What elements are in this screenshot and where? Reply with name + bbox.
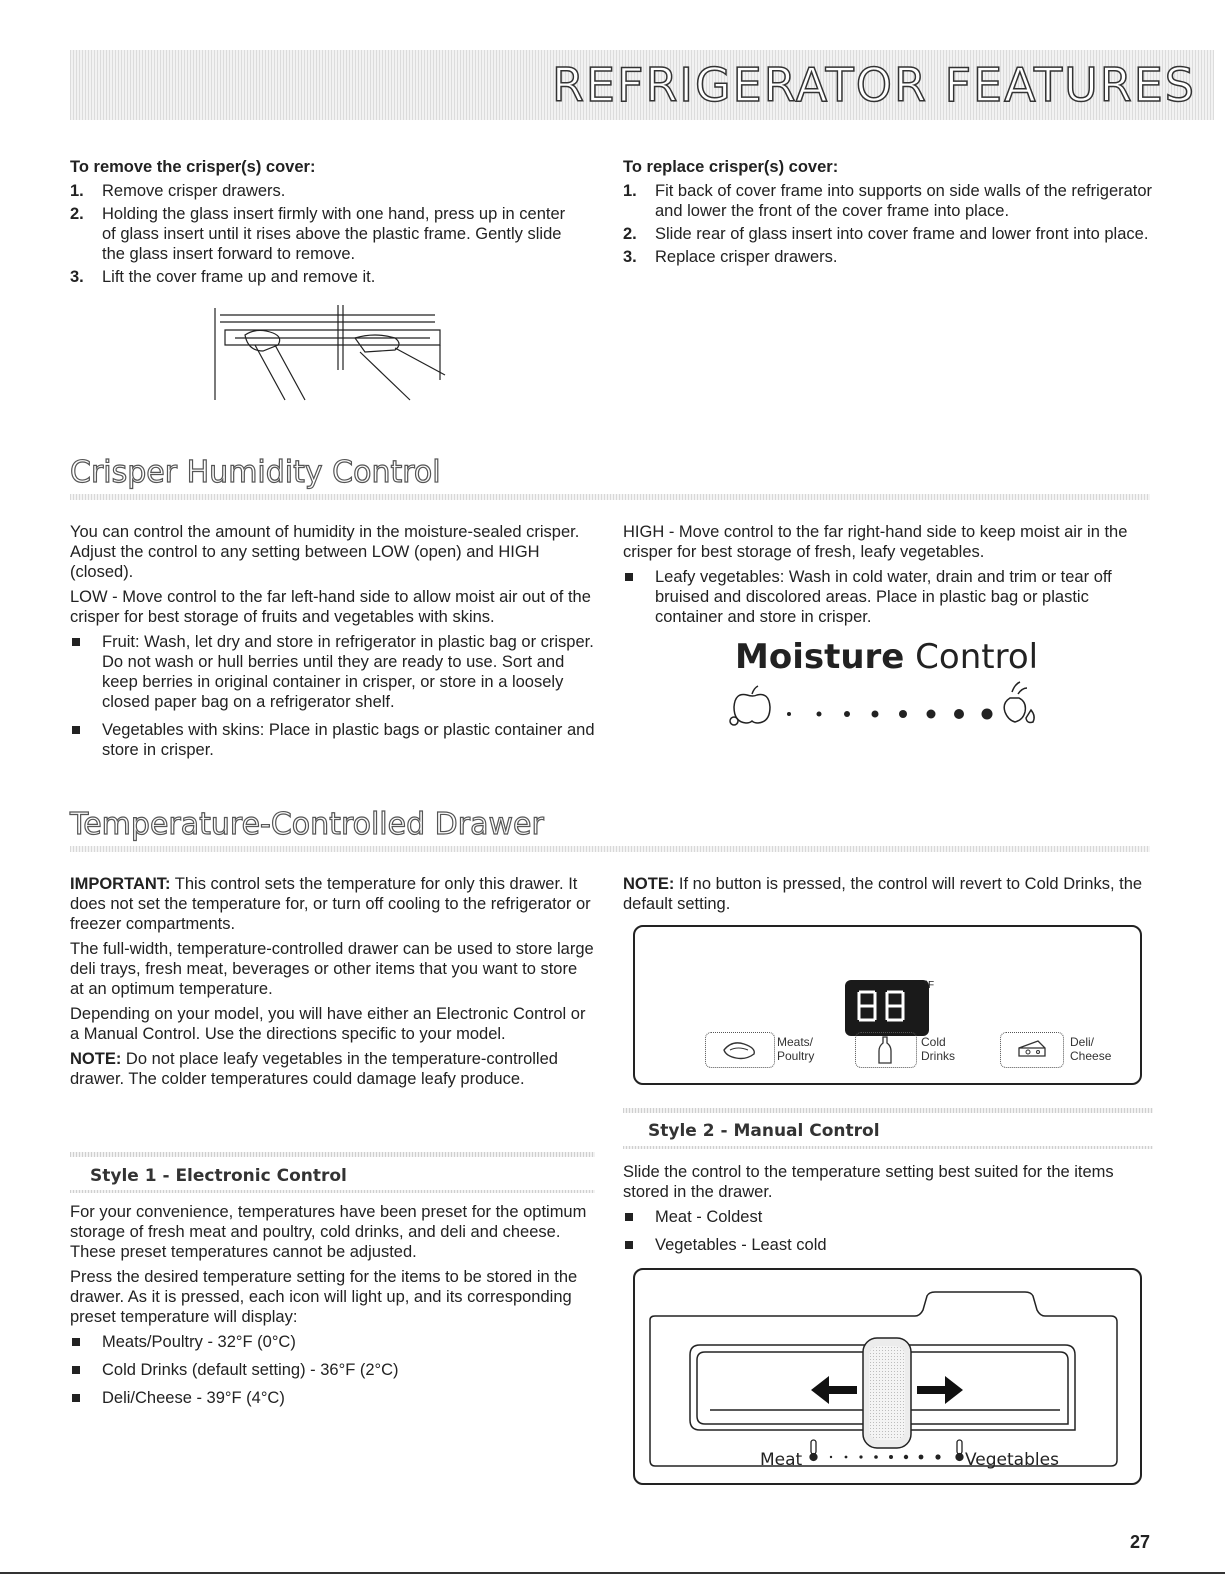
list-item: Deli/Cheese - 39°F (4°C)	[70, 1388, 595, 1408]
list-item	[70, 181, 570, 201]
remove-cover-heading: To remove the crisper(s) cover:	[70, 158, 316, 176]
important-text: This control sets the temperature for only this drawer. It does not set the temperature for, or turn off cooling to the refrigerator or freezer compartments.	[70, 875, 591, 933]
list-item: Vegetables - Least cold	[623, 1235, 1153, 1255]
section-divider	[70, 494, 1150, 500]
step-number: 3.	[70, 268, 84, 286]
moisture-control-label	[735, 637, 1038, 677]
list-item	[623, 224, 1153, 244]
display-unit: °F	[924, 980, 935, 991]
section-divider	[70, 846, 1150, 852]
manual-slider-illustration	[645, 1290, 1125, 1475]
temperature-display	[845, 980, 935, 1040]
style1-paragraph: Press the desired temperature setting for the items to be stored in the drawer. As it is pressed, each icon will light up, and its corresponding preset temperature will display:	[70, 1268, 578, 1326]
subsection-divider	[70, 1190, 595, 1193]
drawer-section-title: Temperature-Controlled Drawer	[70, 807, 544, 842]
list-item: Vegetables with skins: Place in plastic bags or plastic container and store in crisper.	[70, 720, 595, 760]
thermometer-cold-icon	[810, 1440, 817, 1461]
step-number: 2.	[623, 225, 637, 243]
list-item: Fruit: Wash, let dry and store in refrigerator in plastic bag or crisper. Do not wash or hull berries until they are ready to use. Sort and keep berries in original container in crisper, or store in a loosely closed paper bag on a refrigerator shelf.	[70, 632, 595, 712]
list-item: Meat - Coldest	[623, 1207, 1153, 1227]
button-label-line: Cold	[921, 1035, 946, 1049]
step-number: 3.	[623, 248, 637, 266]
electronic-control-panel	[633, 925, 1142, 1085]
important-label: IMPORTANT:	[70, 875, 171, 893]
button-label-line: Cheese	[1070, 1049, 1112, 1063]
drawer-left-column	[70, 874, 595, 1094]
cold-drinks-button[interactable]	[855, 1032, 985, 1070]
moisture-control-bold: Moisture	[735, 637, 905, 677]
style2-heading: Style 2 - Manual Control	[648, 1121, 880, 1141]
list-item	[623, 181, 1153, 221]
note-text: If no button is pressed, the control will revert to Cold Drinks, the default setting.	[623, 875, 1143, 913]
cheese-icon	[1016, 1038, 1048, 1060]
important-paragraph	[70, 874, 595, 934]
step-text: Lift the cover frame up and remove it.	[102, 268, 376, 286]
button-label-line: Poultry	[777, 1049, 815, 1063]
subsection-divider	[623, 1108, 1153, 1113]
style2-paragraph: Slide the control to the temperature setting best suited for the items stored in the drawer.	[623, 1163, 1114, 1201]
list-item	[70, 267, 570, 287]
step-number: 1.	[70, 182, 84, 200]
list-item: Meats/Poultry - 32°F (0°C)	[70, 1332, 595, 1352]
thermometer-warm-icon	[956, 1440, 963, 1461]
step-text: Slide rear of glass insert into cover frame and lower front into place.	[655, 225, 1149, 243]
humidity-low: LOW - Move control to the far left-hand side to allow moist air out of the crisper for best storage of fruits and vegetables with skins.	[70, 588, 591, 626]
subsection-divider	[70, 1152, 595, 1157]
humidity-low-list	[70, 632, 595, 760]
meats-poultry-button[interactable]	[705, 1032, 855, 1070]
bottle-icon	[877, 1035, 893, 1065]
step-number: 1.	[623, 182, 637, 200]
style1-body	[70, 1202, 595, 1416]
replace-cover-steps	[623, 181, 1153, 267]
humidity-high: HIGH - Move control to the far right-hand side to keep moist air in the crisper for best storage of fresh, leafy vegetables.	[623, 523, 1128, 561]
button-label-line: Meats/	[777, 1035, 814, 1049]
remove-cover-section	[70, 157, 570, 290]
apple-icon	[730, 686, 770, 725]
button-label-line: Deli/	[1070, 1035, 1095, 1049]
deli-cheese-button[interactable]	[1000, 1032, 1135, 1070]
step-text: Fit back of cover frame into supports on side walls of the refrigerator and lower the front of the cover frame into place.	[655, 182, 1153, 220]
moisture-control-scale	[725, 680, 1055, 730]
button-label	[1070, 1035, 1111, 1063]
humidity-section-title: Crisper Humidity Control	[70, 455, 441, 490]
subsection-divider	[623, 1146, 1153, 1149]
slider-knob[interactable]	[863, 1338, 911, 1448]
style2-list	[623, 1207, 1153, 1255]
drawer-paragraph: Depending on your model, you will have either an Electronic Control or a Manual Control. Use the directions specific to your model.	[70, 1005, 586, 1043]
remove-cover-steps	[70, 181, 570, 287]
drawer-right-column	[623, 874, 1153, 919]
note-text: Do not place leafy vegetables in the temperature-controlled drawer. The colder temperatures could damage leafy produce.	[70, 1050, 558, 1088]
button-label	[777, 1035, 814, 1063]
replace-cover-heading: To replace crisper(s) cover:	[623, 158, 839, 176]
page-title: REFRIGERATOR FEATURES	[551, 58, 1196, 112]
list-item	[623, 247, 1153, 267]
note-label: NOTE:	[623, 875, 675, 893]
page-number: 27	[1130, 1532, 1151, 1552]
replace-cover-section	[623, 157, 1153, 270]
humidity-high-list	[623, 567, 1153, 627]
button-label	[921, 1035, 955, 1063]
moisture-control-rest: Control	[904, 637, 1039, 677]
step-text: Replace crisper drawers.	[655, 248, 838, 266]
step-number: 2.	[70, 205, 84, 223]
list-item	[70, 204, 570, 264]
style1-heading: Style 1 - Electronic Control	[90, 1166, 347, 1186]
humidity-left-column	[70, 522, 595, 768]
style2-body	[623, 1162, 1153, 1263]
manual-control-panel	[633, 1268, 1142, 1485]
list-item: Cold Drinks (default setting) - 36°F (2°C)	[70, 1360, 595, 1380]
meat-label: Meat	[760, 1450, 803, 1470]
left-arrow-icon	[811, 1376, 857, 1404]
humidity-intro: You can control the amount of humidity in the moisture-sealed crisper. Adjust the control to any setting between LOW (open) and HIGH (closed).	[70, 523, 580, 581]
right-arrow-icon	[917, 1376, 963, 1404]
step-text: Holding the glass insert firmly with one hand, press up in center of glass insert until it rises above the plastic frame. Gently slide the glass insert forward to remove.	[102, 205, 566, 263]
leafy-vegetable-icon	[1004, 682, 1034, 723]
style1-list	[70, 1332, 595, 1408]
page-banner	[70, 50, 1214, 120]
list-item: Leafy vegetables: Wash in cold water, drain and trim or tear off bruised and discolored areas. Place in plastic bag or plastic container and store in crisper.	[623, 567, 1153, 627]
crisper-cover-illustration	[210, 300, 460, 415]
step-text: Remove crisper drawers.	[102, 182, 286, 200]
style1-paragraph: For your convenience, temperatures have been preset for the optimum storage of fresh meat and poultry, cold drinks, and deli and cheese. These preset temperatures cannot be adjusted.	[70, 1203, 587, 1261]
humidity-right-column	[623, 522, 1153, 635]
note-paragraph	[623, 874, 1153, 914]
drawer-paragraph: The full-width, temperature-controlled drawer can be used to store large deli trays, fresh meat, beverages or other items that you want to store at an optimum temperature.	[70, 940, 594, 998]
button-label-line: Drinks	[921, 1049, 956, 1063]
note-label: NOTE:	[70, 1050, 122, 1068]
note-paragraph	[70, 1049, 595, 1089]
steak-icon	[720, 1038, 760, 1062]
bottom-divider	[0, 1572, 1225, 1574]
vegetables-label: Vegetables	[965, 1450, 1059, 1470]
